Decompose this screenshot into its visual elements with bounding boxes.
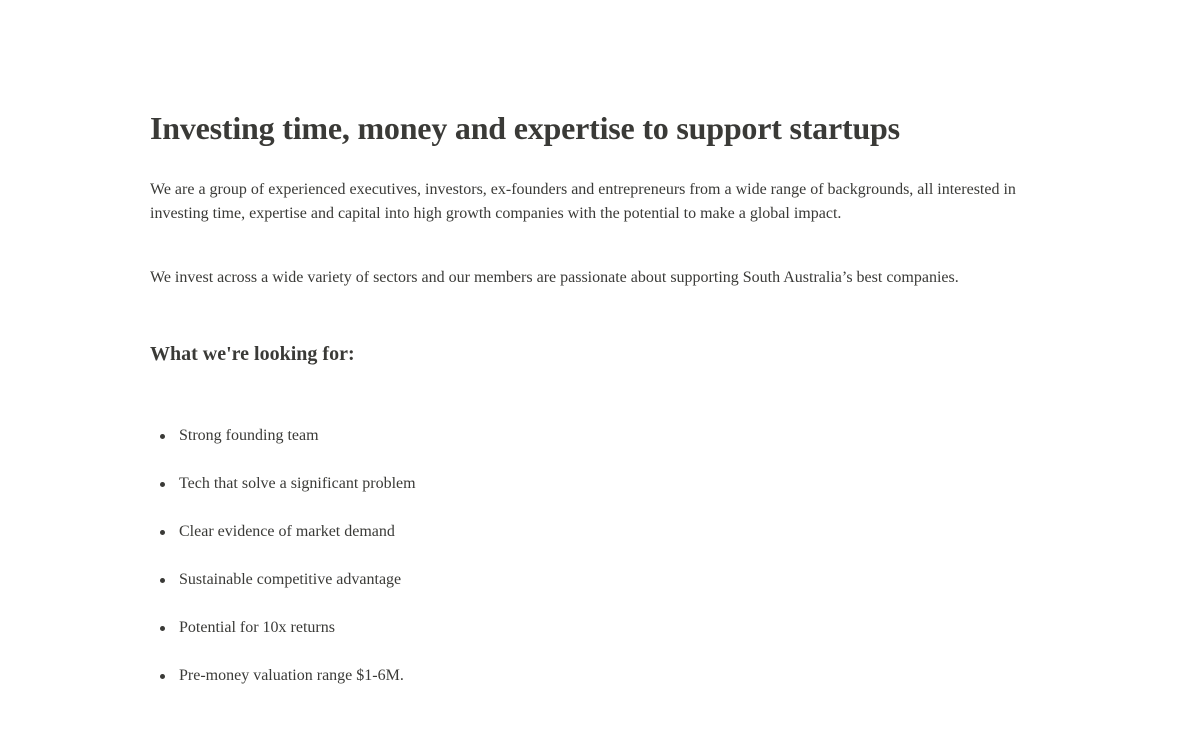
list-item <box>150 568 416 616</box>
list-item <box>150 664 416 712</box>
criteria-item-label: Tech that solve a significant problem <box>179 475 416 492</box>
list-item <box>150 424 416 472</box>
bullet-icon <box>160 578 165 583</box>
criteria-item-label: Sustainable competitive advantage <box>179 571 402 588</box>
list-item <box>150 520 416 568</box>
criteria-item-label: Clear evidence of market demand <box>179 523 395 540</box>
bullet-icon <box>160 674 165 679</box>
bullet-icon <box>160 530 165 535</box>
criteria-item-label: Potential for 10x returns <box>179 619 335 636</box>
bullet-icon <box>160 482 165 487</box>
sectors-paragraph: We invest across a wide variety of sectors and our members are passionate about supporting South Australia’s best companies. <box>150 269 959 286</box>
criteria-list <box>150 424 416 712</box>
list-item <box>150 616 416 664</box>
intro-paragraph: We are a group of experienced executives, investors, ex-founders and entrepreneurs from a wide range of backgrounds, all interested in investing time, expertise and capital into high growth companies with the potential to make a global impact. <box>150 181 1016 222</box>
criteria-item-label: Pre-money valuation range $1-6M. <box>179 667 404 684</box>
page-title: Investing time, money and expertise to support startups <box>150 110 900 146</box>
list-item <box>150 472 416 520</box>
bullet-icon <box>160 434 165 439</box>
criteria-heading: What we're looking for: <box>150 343 355 365</box>
criteria-item-label: Strong founding team <box>179 427 319 444</box>
bullet-icon <box>160 626 165 631</box>
